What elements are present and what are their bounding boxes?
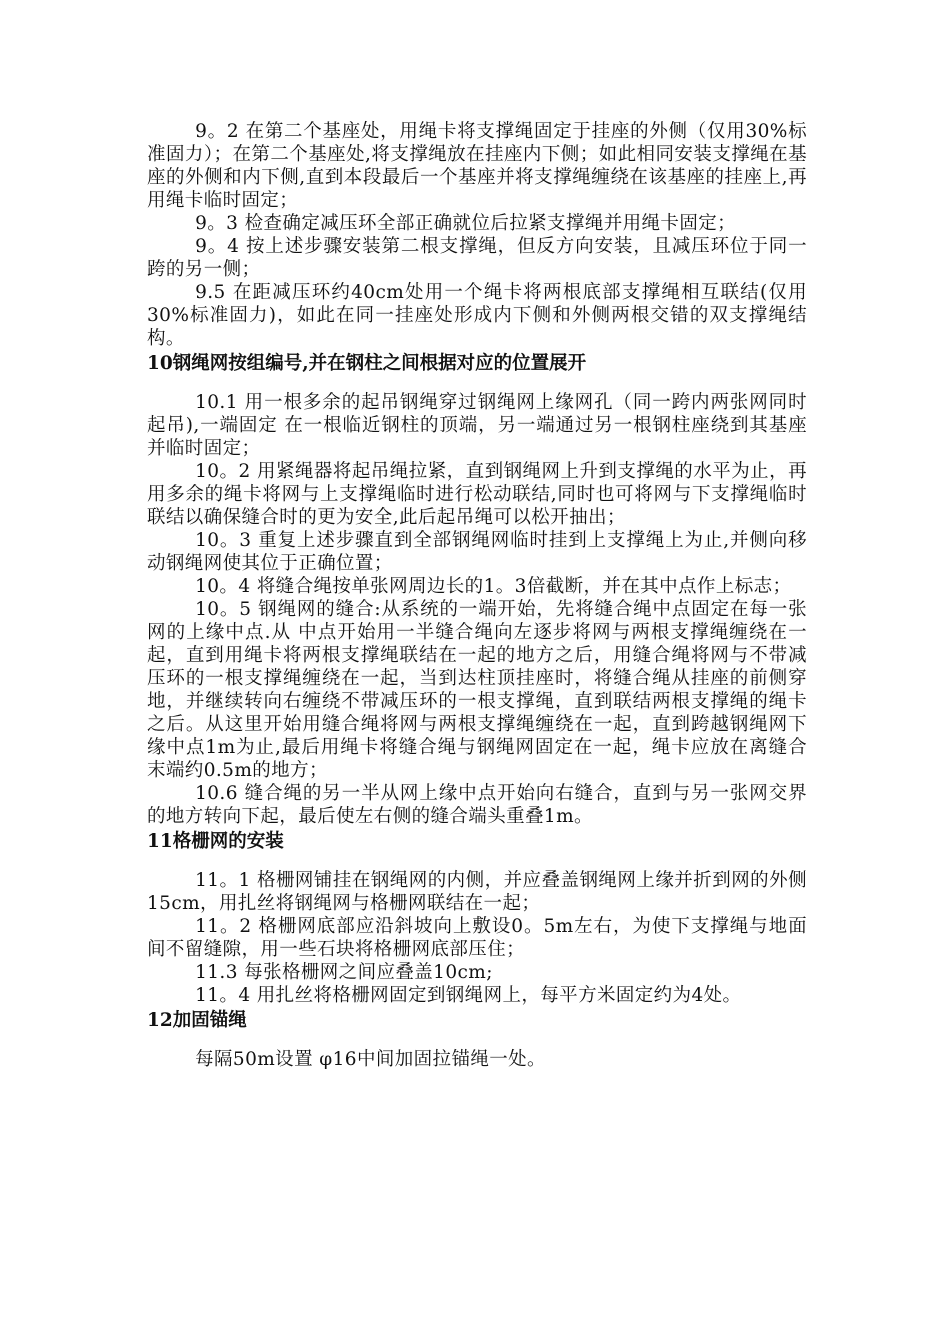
paragraph-10-5: 10。5 钢绳网的缝合:从系统的一端开始，先将缝合绳中点固定在每一张网的上缘中点.从 中点开始用一半缝合绳向左逐步将网与两根支撑绳缠绕在一起，直到用绳卡将两根支撑绳联结在一起的地方之后，用缝合绳将网与不带减压环的一根支撑绳缠绕在一起，当到达柱顶挂座时，将缝合绳从挂座的前侧穿地，并继续转向右缠绕不带减压环的一根支撑绳，直到联结两根支撑绳的绳卡之后。从这里开始用缝合绳将网与两根支撑绳缠绕在一起，直到跨越钢绳网下缘中点1m为止,最后用绳卡将缝合绳与钢绳网固定在一起，绳卡应放在离缝合末端约0.5m的地方；	[147, 599, 807, 781]
section-heading-12: 12加固锚绳	[147, 1010, 247, 1031]
paragraph-10-3: 10。3 重复上述步骤直到全部钢绳网临时挂到上支撑绳上为止,并侧向移动钢绳网使其位于正确位置；	[147, 530, 807, 574]
paragraph-11-2: 11。2 格栅网底部应沿斜坡向上敷设0。5m左右，为使下支撑绳与地面间不留缝隙，用一些石块将格栅网底部压住；	[147, 916, 807, 960]
paragraph-10-2: 10。2 用紧绳器将起吊绳拉紧，直到钢绳网上升到支撑绳的水平为止，再用多余的绳卡将网与上支撑绳临时进行松动联结,同时也可将网与下支撑绳临时联结以确保缝合时的更为安全,此后起吊绳可以松开抽出；	[147, 461, 807, 528]
paragraph-10-1: 10.1 用一根多余的起吊钢绳穿过钢绳网上缘网孔（同一跨内两张网同时起吊),一端固定 在一根临近钢柱的顶端，另一端通过另一根钢柱座绕到其基座并临时固定；	[147, 392, 807, 459]
paragraph-12: 每隔50m设置 φ16中间加固拉锚绳一处。	[195, 1049, 546, 1070]
section-heading-11: 11格栅网的安装	[147, 831, 284, 852]
paragraph-11-4: 11。4 用扎丝将格栅网固定到钢绳网上，每平方米固定约为4处。	[195, 985, 742, 1006]
paragraph-10-4: 10。4 将缝合绳按单张网周边长的1。3倍截断，并在其中点作上标志；	[195, 576, 792, 597]
section-heading-10: 10钢绳网按组编号,并在钢柱之间根据对应的位置展开	[147, 353, 587, 374]
document-page	[147, 120, 807, 1071]
paragraph-9-3: 9。3 检查确定减压环全部正确就位后拉紧支撑绳并用绳卡固定；	[195, 213, 737, 234]
paragraph-11-1: 11。1 格栅网铺挂在钢绳网的内侧，并应叠盖钢绳网上缘并折到网的外侧15cm，用扎丝将钢绳网与格栅网联结在一起；	[147, 870, 807, 914]
paragraph-10-6: 10.6 缝合绳的另一半从网上缘中点开始向右缝合，直到与另一张网交界的地方转向下起，最后使左右侧的缝合端头重叠1m。	[147, 783, 807, 827]
paragraph-9-5: 9.5 在距减压环约40cm处用一个绳卡将两根底部支撑绳相互联结(仅用30%标准固力)，如此在同一挂座处形成内下侧和外侧两根交错的双支撑绳结构。	[147, 282, 807, 349]
paragraph-9-4: 9。4 按上述步骤安装第二根支撑绳，但反方向安装，且减压环位于同一跨的另一侧；	[147, 236, 807, 280]
paragraph-11-3: 11.3 每张格栅网之间应叠盖10cm;	[195, 962, 493, 983]
paragraph-9-2: 9。2 在第二个基座处，用绳卡将支撑绳固定于挂座的外侧（仅用30%标准固力）；在第二个基座处,将支撑绳放在挂座内下侧；如此相同安装支撑绳在基座的外侧和内下侧,直到本段最后一个基座并将支撑绳缠绕在该基座的挂座上,再用绳卡临时固定；	[147, 121, 807, 211]
